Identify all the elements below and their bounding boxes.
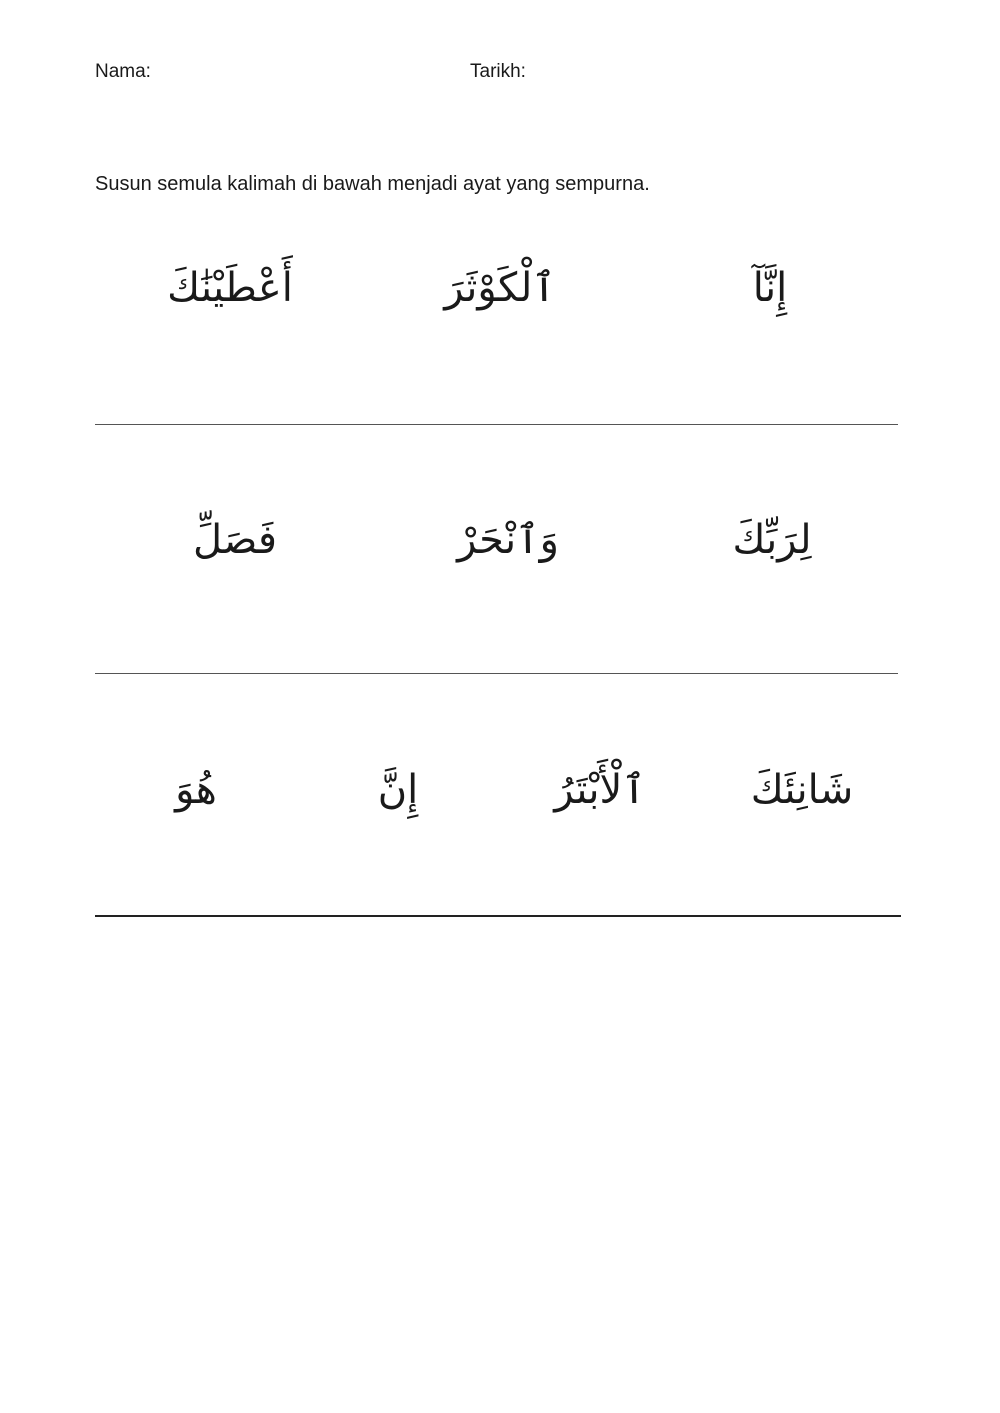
- word-card[interactable]: وَٱنْحَرْ: [457, 517, 559, 563]
- word-card[interactable]: ٱلْكَوْثَرَ: [444, 265, 556, 311]
- answer-line-3[interactable]: [95, 915, 901, 917]
- word-card[interactable]: إِنَّآ: [752, 265, 788, 311]
- answer-line-1[interactable]: [95, 424, 898, 425]
- word-card[interactable]: فَصَلِّ: [192, 517, 278, 563]
- word-card[interactable]: هُوَ: [175, 767, 217, 813]
- instruction-text: Susun semula kalimah di bawah menjadi ayat yang sempurna.: [95, 173, 650, 195]
- date-label: Tarikh:: [470, 61, 526, 82]
- word-card[interactable]: شَانِئَكَ: [750, 767, 854, 813]
- name-label: Nama:: [95, 61, 151, 82]
- word-card[interactable]: ٱلْأَبْتَرُ: [554, 767, 646, 813]
- answer-line-2[interactable]: [95, 673, 898, 674]
- word-card[interactable]: لِرَبِّكَ: [732, 517, 812, 563]
- word-card[interactable]: إِنَّ: [377, 767, 419, 813]
- word-card[interactable]: أَعْطَيْنَٰكَ: [167, 265, 293, 311]
